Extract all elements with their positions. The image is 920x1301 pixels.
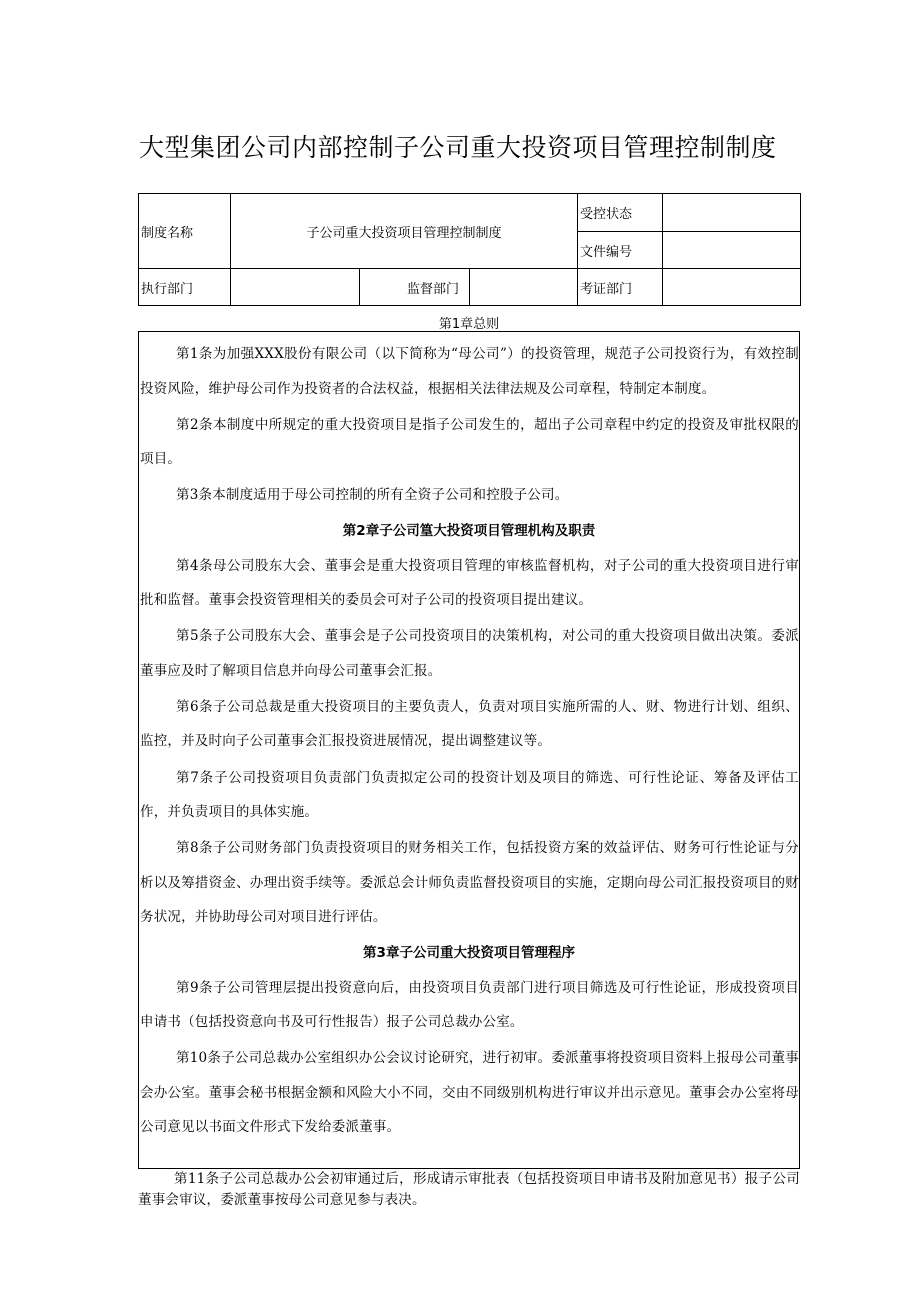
audit-dept-label: 考证部门 bbox=[578, 269, 663, 306]
policy-name-label: 制度名称 bbox=[139, 194, 231, 269]
audit-dept-value bbox=[663, 269, 801, 306]
article-10: 第10条子公司总裁办公室组织办公会议讨论研究，进行初审。委派董事将投资项目资料上报母公司董事会办公室。董事会秘书根据金额和风险大小不同，交由不同级别机构进行审议并出示意见。董事会办公室将母公司意见以书面文件形式下发给委派董事。 bbox=[140, 1050, 799, 1136]
article-1: 第1条为加强XXX股份有限公司（以下简称为“母公司”）的投资管理，规范子公司投资行为，有效控制投资风险，维护母公司作为投资者的合法权益，根据相关法律法规及公司章程，特制定本制度。 bbox=[140, 346, 799, 397]
supervise-dept-label: 监督部门 bbox=[360, 269, 470, 306]
article-3: 第3条本制度适用于母公司控制的所有全资子公司和控股子公司。 bbox=[176, 487, 569, 504]
policy-name-value: 子公司重大投资项目管理控制制度 bbox=[231, 194, 578, 269]
policy-body bbox=[138, 331, 800, 1169]
policy-meta-table bbox=[138, 193, 801, 306]
article-2: 第2条本制度中所规定的重大投资项目是指子公司发生的，超出子公司章程中约定的投资及审批权限的项目。 bbox=[140, 416, 799, 468]
file-number-value bbox=[663, 232, 801, 269]
article-7: 第7条子公司投资项目负责部门负责拟定公司的投资计划及项目的筛选、可行性论证、筹备及评估工作，并负责项目的具体实施。 bbox=[140, 769, 799, 821]
article-5: 第5条子公司股东大会、董事会是子公司投资项目的决策机构，对公司的重大投资项目做出决策。委派董事应及时了解项目信息并向母公司董事会汇报。 bbox=[140, 628, 799, 679]
article-4: 第4条母公司股东大会、董事会是重大投资项目管理的审核监督机构，对子公司的重大投资项目进行审批和监督。董事会投资管理相关的委员会可对子公司的投资项目提出建议。 bbox=[140, 557, 799, 609]
file-number-label: 文件编号 bbox=[578, 232, 663, 269]
exec-dept-label: 执行部门 bbox=[139, 269, 231, 306]
supervise-dept-value bbox=[470, 269, 578, 306]
control-status-label: 受控状态 bbox=[578, 194, 663, 232]
chapter-1-heading: 第1章总则 bbox=[438, 317, 500, 332]
control-status-value bbox=[663, 194, 801, 232]
article-9: 第9条子公司管理层提出投资意向后，由投资项目负责部门进行项目筛选及可行性论证，形成投资项目申请书（包括投资意向书及可行性报告）报子公司总裁办公室。 bbox=[140, 979, 799, 1031]
chapter-2-heading: 第2章子公司篁大投资项目管理机构及职责 bbox=[342, 523, 596, 540]
article-6: 第6条子公司总裁是重大投资项目的主要负责人，负责对项目实施所需的人、财、物进行计划、组织、监控，并及时向子公司董事会汇报投资进展情况，提出调整建议等。 bbox=[140, 698, 799, 750]
article-11: 第11条子公司总裁办公会初审通过后，形成请示审批表（包括投资项目申请书及附加意见书）报子公司董事会审议，委派董事按母公司意见参与表决。 bbox=[138, 1171, 800, 1208]
chapter-3-heading: 第3章子公司重大投资项目管理程序 bbox=[363, 945, 575, 962]
article-8: 第8条子公司财务部门负责投资项目的财务相关工作，包括投资方案的效益评估、财务可行性论证与分析以及筹措资金、办理出资手续等。委派总会计师负责监督投资项目的实施，定期向母公司汇报投资项目的财务状况，并协助母公司对项目进行评估。 bbox=[140, 840, 799, 926]
exec-dept-value bbox=[231, 269, 360, 306]
document-title: 大型集团公司内部控制子公司重大投资项目管理控制制度 bbox=[139, 133, 777, 162]
